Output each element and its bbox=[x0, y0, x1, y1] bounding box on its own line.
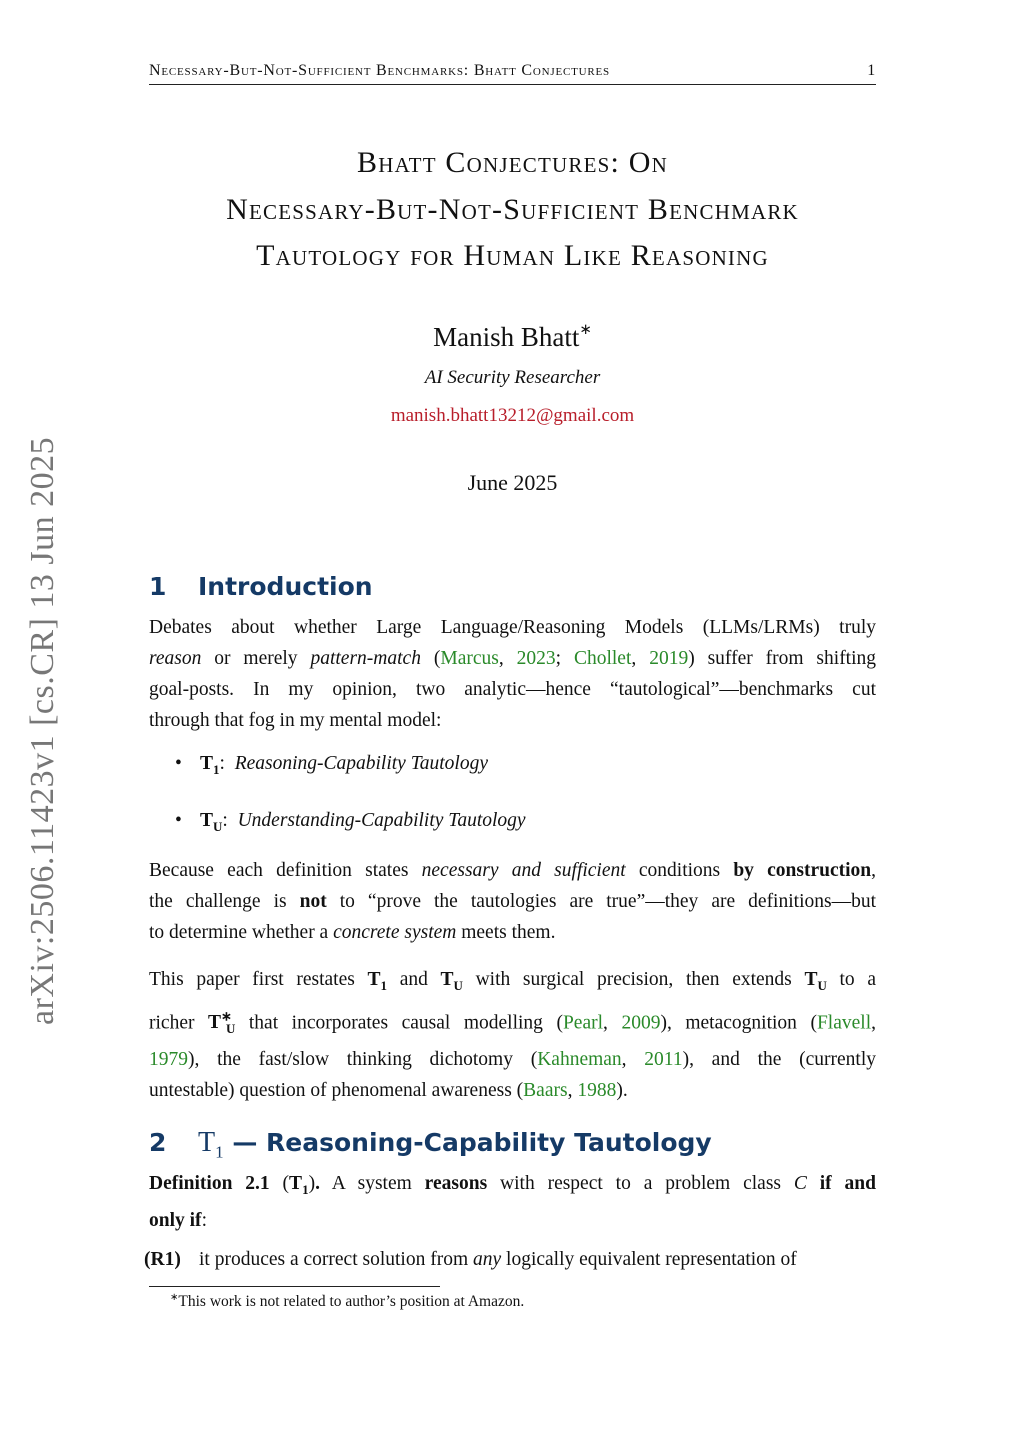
symbol-letter: T bbox=[804, 969, 818, 990]
symbol-subscript: 1 bbox=[213, 761, 220, 777]
bold-text: reasons bbox=[424, 1173, 488, 1194]
citation-link-marcus[interactable]: Marcus bbox=[440, 648, 499, 669]
bold-text: not bbox=[299, 891, 327, 912]
citation-link-flavell[interactable]: Flavell bbox=[816, 1012, 872, 1034]
definition-2-1 bbox=[149, 1168, 876, 1236]
symbol-letter: T bbox=[367, 969, 381, 990]
text-line: Definition 2.1 $(T_1)$. A system reasons with respect to a problem class C if and bbox=[149, 1173, 876, 1197]
symbol-letter: T bbox=[200, 810, 214, 831]
running-title: Necessary-But-Not-Sufficient Benchmarks: Bhatt Conjectures bbox=[149, 62, 610, 79]
footnote-mark: ∗ bbox=[170, 1292, 179, 1303]
symbol-subscript: 1 bbox=[302, 1181, 309, 1197]
text-span: to “prove the tautologies are true”—they are definitions—but bbox=[326, 891, 876, 912]
citation-link-kahneman[interactable]: Kahneman bbox=[537, 1049, 622, 1071]
intro-paragraph-3 bbox=[149, 964, 876, 1106]
text-span: ), metacognition ( bbox=[660, 1012, 817, 1034]
text-span: that incorporates causal modelling ( bbox=[235, 1012, 563, 1034]
page-number: 1 bbox=[867, 62, 876, 79]
text-line: Because each definition states necessary and sufficient conditions by construction, bbox=[149, 860, 876, 881]
citation-year-link[interactable]: 2019 bbox=[649, 648, 689, 669]
footnote-text: This work is not related to author’s position at Amazon. bbox=[178, 1293, 525, 1311]
symbol-subscript: 1 bbox=[215, 1142, 224, 1162]
text-line bbox=[149, 964, 876, 1001]
text-span: richer bbox=[149, 1012, 209, 1034]
text-line: through that fog in my mental model: bbox=[149, 710, 442, 731]
text-span: ( bbox=[420, 648, 441, 669]
condition-r1 bbox=[144, 1249, 876, 1271]
section-title: — Reasoning-Capability Tautology bbox=[232, 1128, 712, 1157]
text-line: untestable) question of phenomenal awareness (Baars, 1988). bbox=[149, 1080, 628, 1102]
text-line bbox=[149, 917, 876, 948]
math-variable: C bbox=[793, 1173, 807, 1194]
symbol-subscript: U bbox=[213, 818, 223, 834]
text-span: conditions bbox=[625, 860, 734, 881]
symbol-subscript: 1 bbox=[380, 977, 388, 993]
symbol-subscript: U bbox=[453, 977, 463, 993]
symbol-letter: T bbox=[200, 753, 214, 774]
bold-text: only if bbox=[149, 1209, 202, 1231]
citation-year-link[interactable]: 1988 bbox=[577, 1080, 617, 1102]
symbol bbox=[200, 753, 220, 777]
symbol bbox=[200, 810, 223, 834]
text-span: it produces a correct solution from bbox=[199, 1249, 473, 1270]
bullet-dot: • bbox=[175, 753, 182, 774]
text-span: with surgical precision, then extends bbox=[462, 969, 805, 990]
author-email-link[interactable]: manish.bhatt13212@gmail.com bbox=[390, 405, 635, 426]
title-line-3: Tautology for Human Like Reasoning bbox=[256, 239, 769, 272]
emphasis: reason bbox=[149, 648, 202, 669]
bullet-item-tu: • $T_U$: Understanding-Capability Tautology bbox=[175, 810, 526, 834]
text-line: richer $T^∗_U$ that incorporates causal modelling (Pearl, 2009), metacognition (Flavell, bbox=[149, 1008, 876, 1037]
definition-label: Definition 2.1 bbox=[149, 1173, 270, 1194]
text-span: ), the fast/slow thinking dichotomy ( bbox=[188, 1049, 538, 1071]
text-span: to a bbox=[826, 969, 876, 990]
section-symbol bbox=[198, 1127, 224, 1162]
symbol bbox=[289, 1173, 309, 1197]
emphasis: necessary and sufficient bbox=[421, 860, 626, 881]
author-footnote-mark: ∗ bbox=[579, 322, 592, 338]
text-line bbox=[149, 886, 876, 917]
symbol-tu-star: $T^∗_U$ bbox=[208, 1008, 236, 1037]
symbol-subscript: U bbox=[225, 1021, 236, 1037]
text-span: to determine whether a bbox=[149, 922, 334, 943]
section-heading-introduction bbox=[149, 572, 373, 601]
text-line: reason or merely pattern-match (Marcus, 2023; Chollet, 2019) suffer from shifting bbox=[149, 648, 877, 669]
section-number: 2 bbox=[149, 1128, 167, 1157]
paper-date: June 2025 bbox=[467, 470, 558, 495]
text-span: A system bbox=[319, 1173, 425, 1194]
text-span: ), and the (currently bbox=[682, 1049, 877, 1071]
text-span: ) suffer from shifting bbox=[688, 648, 877, 669]
citation-link-pearl[interactable]: Pearl bbox=[562, 1012, 604, 1034]
symbol-subscript: U bbox=[817, 977, 827, 993]
bold-text: if and bbox=[819, 1173, 876, 1194]
text-span: or merely bbox=[201, 648, 311, 669]
citation-year-link[interactable]: 1979 bbox=[149, 1049, 188, 1071]
symbol-letter: T bbox=[289, 1173, 303, 1194]
arxiv-stamp: arXiv:2506.11423v1 [cs.CR] 13 Jun 2025 bbox=[24, 436, 61, 1025]
bullet-text: Reasoning-Capability Tautology bbox=[234, 753, 489, 774]
text-span: with respect to a problem class bbox=[487, 1173, 794, 1194]
text-span: ). bbox=[616, 1080, 628, 1102]
bold-text: by construction bbox=[733, 860, 872, 881]
title-line-2: Necessary-But-Not-Sufficient Benchmark bbox=[226, 192, 799, 226]
text-line: Debates about whether Large Language/Reasoning Models (LLMs/LRMs) truly bbox=[149, 617, 876, 638]
citation-link-baars[interactable]: Baars bbox=[523, 1080, 568, 1102]
footnote-rule bbox=[149, 1286, 440, 1287]
text-span: the challenge is bbox=[149, 891, 300, 912]
emphasis: pattern-match bbox=[310, 648, 421, 669]
text-span: Because each definition states bbox=[149, 860, 422, 881]
paper-title bbox=[149, 140, 876, 280]
citation-year-link[interactable]: 2011 bbox=[644, 1049, 683, 1071]
bullet-text: Understanding-Capability Tautology bbox=[237, 810, 526, 831]
section-heading-t1 bbox=[149, 1127, 712, 1163]
citation-link-chollet[interactable]: Chollet bbox=[573, 648, 632, 669]
symbol bbox=[440, 969, 463, 993]
text-span: untestable) question of phenomenal awareness ( bbox=[149, 1080, 524, 1102]
superscript-star: ∗ bbox=[221, 1008, 232, 1024]
condition-label: (R1) bbox=[144, 1249, 181, 1270]
text-line: goal-posts. In my opinion, two analytic—hence “tautological”—benchmarks cut bbox=[149, 679, 876, 700]
running-header bbox=[149, 62, 876, 85]
section-title: Introduction bbox=[198, 572, 373, 601]
symbol-letter: T bbox=[440, 969, 454, 990]
intro-paragraph-1 bbox=[149, 612, 876, 736]
title-line-1: Bhatt Conjectures: On bbox=[357, 146, 668, 179]
author bbox=[149, 320, 876, 353]
symbol bbox=[804, 969, 827, 993]
citation-year-link[interactable]: 2009 bbox=[621, 1012, 661, 1034]
section-number: 1 bbox=[149, 572, 167, 601]
author-affiliation: AI Security Researcher bbox=[424, 367, 601, 388]
bullet-dot: • bbox=[175, 810, 182, 831]
intro-paragraph-2 bbox=[149, 855, 876, 948]
bullet-item-t1: • $T_1$: Reasoning-Capability Tautology bbox=[175, 753, 489, 777]
text-span: meets them. bbox=[456, 922, 556, 943]
citation-year-link[interactable]: 2023 bbox=[516, 648, 556, 669]
emphasis: concrete system bbox=[333, 922, 457, 943]
text-span: logically equivalent representation of bbox=[501, 1249, 797, 1270]
text-span: and bbox=[387, 969, 441, 990]
symbol-letter: T bbox=[198, 1127, 216, 1158]
text-line: 1979), the fast/slow thinking dichotomy (Kahneman, 2011), and the (currently bbox=[149, 1049, 877, 1071]
text-span: This paper first restates bbox=[149, 969, 368, 990]
text-line: only if: bbox=[149, 1209, 207, 1231]
emphasis: any bbox=[473, 1249, 502, 1270]
footnote bbox=[170, 1292, 524, 1311]
author-name: Manish Bhatt bbox=[433, 322, 580, 352]
symbol bbox=[367, 969, 388, 993]
